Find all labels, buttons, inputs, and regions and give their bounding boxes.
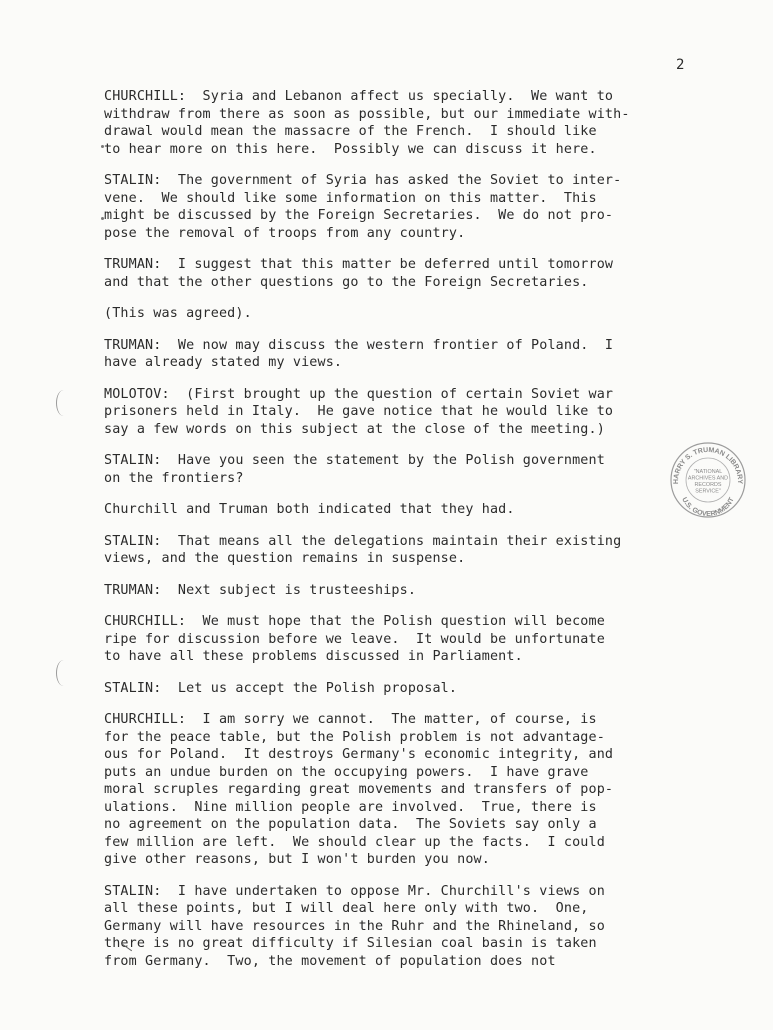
text-line: Germany will have resources in the Ruhr and the Rhineland, so [104,918,605,934]
text-line: STALIN: Let us accept the Polish proposal. [104,680,458,696]
paragraph-stalin-4 [104,680,716,698]
paragraph-both-indicated [104,501,716,519]
page-number: 2 [676,57,685,73]
text-line: drawal would mean the massacre of the French. I should like [104,124,597,139]
text-line: to hear more on this here. Possibly we can discuss it here. [104,141,597,157]
text-line: no agreement on the population data. The Soviets say only a [104,817,597,832]
paragraph-stalin-3 [104,533,716,568]
text-line: views, and the question remains in suspense. [104,551,466,566]
text-line: ripe for discussion before we leave. It would be unfortunate [104,631,605,647]
paragraph-molotov-1 [104,386,716,439]
text-line: MOLOTOV: (First brought up the question of certain Soviet war [104,386,614,402]
text-line: moral scruples regarding great movements and transfers of pop- [104,782,614,797]
text-line: pose the removal of troops from any country. [104,225,466,241]
paragraph-agreed [104,305,716,323]
text-line: STALIN: Have you seen the statement by the Polish government [104,453,605,468]
stamp-top-text: HARRY S. TRUMAN LIBRARY [672,446,744,485]
margin-dot [101,217,104,220]
text-line: STALIN: That means all the delegations maintain their existing [104,533,622,549]
svg-text:U.S. GOVERNMENT [680,496,736,518]
stamp-center-line: SERVICE" [695,488,721,495]
paragraph-truman-2 [104,337,716,372]
text-line: prisoners held in Italy. He gave notice that he would like to [104,404,614,419]
text-line: puts an undue burden on the occupying powers. I have grave [104,764,589,780]
margin-mark [56,660,71,686]
text-line: TRUMAN: I suggest that this matter be deferred until tomorrow [104,257,614,272]
text-line: to have all these problems discussed in Parliament. [104,649,523,664]
stamp-bottom-text: U.S. GOVERNMENT [680,496,736,519]
text-line: (This was agreed). [104,306,252,321]
text-line: CHURCHILL: Syria and Lebanon affect us specially. We want to [104,89,614,104]
text-line: CHURCHILL: We must hope that the Polish question will become [104,614,605,629]
text-line: ous for Poland. It destroys Germany's economic integrity, and [104,747,614,762]
text-line: might be discussed by the Foreign Secretaries. We do not pro- [104,208,614,223]
text-line: few million are left. We should clear up the facts. I could [104,834,605,850]
text-line: all these points, but I will deal here only with two. One, [104,901,589,916]
text-line: have already stated my views. [104,355,343,370]
text-line: STALIN: The government of Syria has asked the Soviet to inter- [104,173,622,188]
paragraph-churchill-3 [104,711,716,869]
margin-mark [56,390,71,416]
archive-stamp [668,440,748,520]
paragraph-stalin-1 [104,172,716,242]
text-line: give other reasons, but I won't burden you now. [104,852,490,867]
text-line: vene. We should like some information on this matter. This [104,190,597,206]
paragraph-truman-1 [104,256,716,291]
stamp-center-line: "NATIONAL [693,469,723,475]
margin-dot [101,145,104,148]
text-line: there is no great difficulty if Silesian coal basin is taken [104,936,597,951]
paragraph-truman-3 [104,582,716,600]
transcript-body [104,88,716,984]
stamp-center-line: RECORDS [694,482,722,488]
text-line: CHURCHILL: I am sorry we cannot. The matter, of course, is [104,712,597,727]
text-line: say a few words on this subject at the close of the meeting.) [104,421,605,437]
paragraph-stalin-5 [104,883,716,971]
text-line: withdraw from there as soon as possible, but our immediate with- [104,106,630,122]
text-line: ulations. Nine million people are involved. True, there is [104,799,597,815]
text-line: for the peace table, but the Polish problem is not advantage- [104,729,605,745]
text-line: STALIN: I have undertaken to oppose Mr. Churchill's views on [104,883,605,899]
paragraph-churchill-1 [104,88,716,158]
text-line: TRUMAN: Next subject is trusteeships. [104,582,417,598]
text-line: Churchill and Truman both indicated that they had. [104,502,515,517]
text-line: from Germany. Two, the movement of population does not [104,953,556,969]
text-line: on the frontiers? [104,470,244,486]
stamp-center-line: ARCHIVES AND [687,475,729,482]
text-line: TRUMAN: We now may discuss the western frontier of Poland. I [104,337,614,353]
paragraph-stalin-2 [104,452,716,487]
text-line: and that the other questions go to the Foreign Secretaries. [104,274,589,290]
paragraph-churchill-2 [104,613,716,666]
